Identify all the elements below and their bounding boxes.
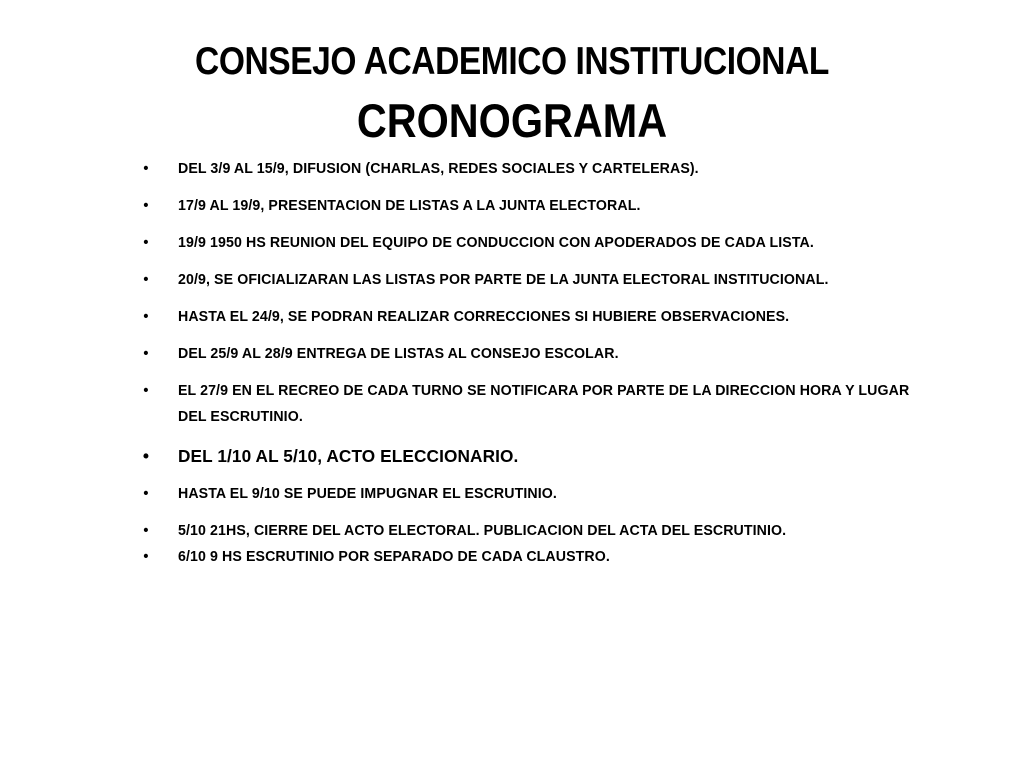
schedule-list (140, 156, 930, 581)
bullet-icon: • (143, 272, 149, 288)
list-item (140, 518, 930, 544)
list-item-text: 20/9, SE OFICIALIZARAN LAS LISTAS POR PARTE DE LA JUNTA ELECTORAL INSTITUCIONAL. (178, 272, 829, 288)
bullet-icon: • (143, 309, 149, 325)
list-item-text: DEL 3/9 AL 15/9, DIFUSION (CHARLAS, REDES SOCIALES Y CARTELERAS). (178, 161, 699, 177)
bullet-icon: • (143, 486, 149, 502)
bullet-icon: • (143, 235, 149, 251)
list-item-text: HASTA EL 24/9, SE PODRAN REALIZAR CORRECCIONES SI HUBIERE OBSERVACIONES. (178, 309, 790, 325)
bullet-icon: • (143, 198, 149, 214)
list-item-text: 5/10 21HS, CIERRE DEL ACTO ELECTORAL. PUBLICACION DEL ACTA DEL ESCRUTINIO. (178, 523, 787, 539)
bullet-icon: • (143, 523, 149, 539)
list-item (140, 304, 930, 330)
list-item-text: DEL 1/10 AL 5/10, ACTO ELECCIONARIO. (178, 446, 519, 466)
list-item (140, 544, 930, 570)
list-item (140, 230, 930, 256)
list-item (140, 341, 930, 367)
bullet-icon: • (143, 161, 149, 177)
list-item (140, 378, 930, 430)
bullet-icon: • (143, 346, 149, 362)
list-item-text: EL 27/9 EN EL RECREO DE CADA TURNO SE NOTIFICARA POR PARTE DE LA DIRECCION HORA Y LUGAR DEL ESCRUTINIO. (178, 383, 910, 425)
list-item-text: 6/10 9 HS ESCRUTINIO POR SEPARADO DE CADA CLAUSTRO. (178, 549, 610, 565)
list-item (140, 481, 930, 507)
list-item (140, 156, 930, 182)
list-item (140, 267, 930, 293)
list-item-text: HASTA EL 9/10 SE PUEDE IMPUGNAR EL ESCRUTINIO. (178, 486, 557, 502)
list-item-highlight (140, 441, 930, 471)
list-item-text: 19/9 1950 HS REUNION DEL EQUIPO DE CONDUCCION CON APODERADOS DE CADA LISTA. (178, 235, 814, 251)
bullet-icon: • (143, 383, 149, 399)
slide-title: CONSEJO ACADEMICO INSTITUCIONAL (195, 40, 829, 83)
list-item-text: DEL 25/9 AL 28/9 ENTREGA DE LISTAS AL CONSEJO ESCOLAR. (178, 346, 619, 362)
bullet-icon: • (142, 446, 150, 466)
list-item-text: 17/9 AL 19/9, PRESENTACION DE LISTAS A LA JUNTA ELECTORAL. (178, 198, 641, 214)
list-item (140, 193, 930, 219)
slide-subtitle: CRONOGRAMA (356, 94, 668, 147)
bullet-icon: • (143, 549, 149, 565)
